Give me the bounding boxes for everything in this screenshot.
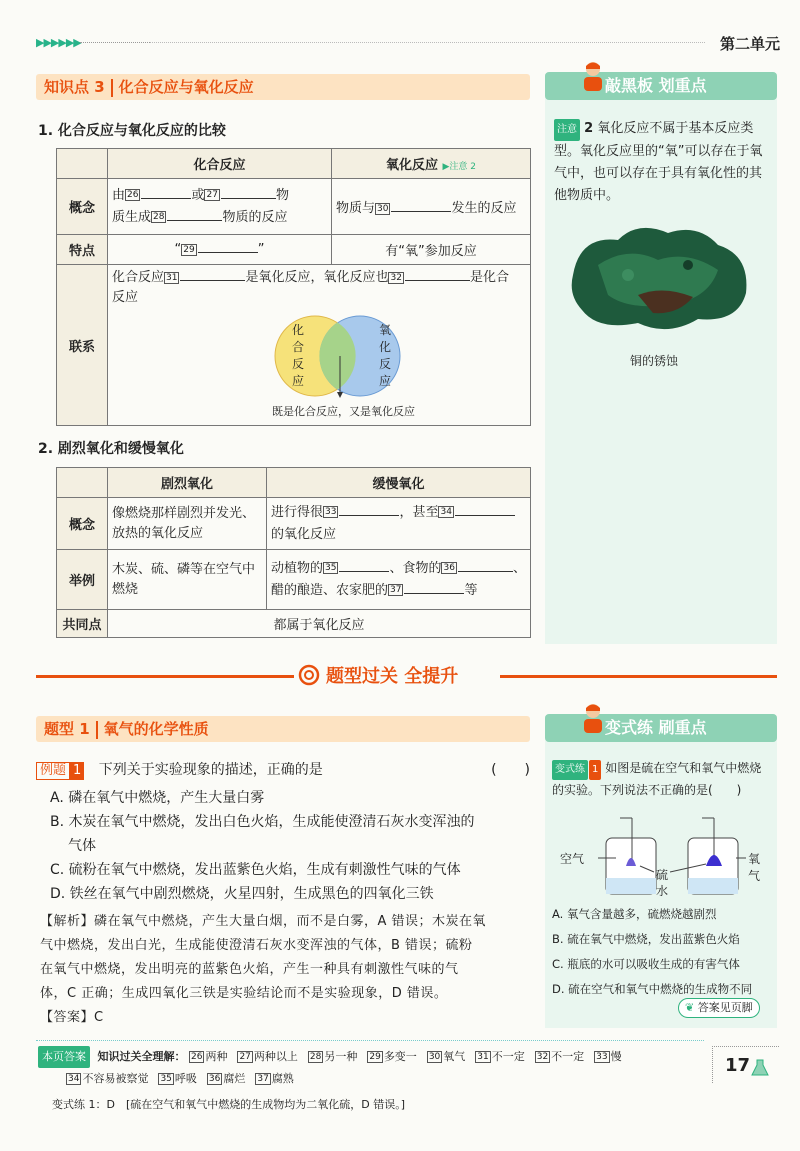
unit-title: 第二单元 [719, 35, 780, 53]
answer-item [66, 1072, 148, 1085]
options-list [50, 786, 540, 906]
question-text: 下列关于实验现象的描述，正确的是 [98, 762, 323, 778]
comparison-heading: 1. 化合反应与氧化反应的比较 [38, 123, 226, 139]
option-b-cont: 气体 [68, 838, 96, 854]
label-sulfur: 硫 [656, 868, 669, 882]
example-number: 1 [70, 762, 84, 780]
answer-number: 33 [596, 1052, 608, 1062]
answer-item [189, 1050, 227, 1063]
section-title: 化合反应与氧化反应 [118, 78, 254, 96]
practice-question [552, 758, 770, 800]
answer-text: 不一定 [551, 1050, 585, 1063]
blank-number: 27 [206, 190, 218, 200]
title-separator [111, 79, 113, 97]
analysis [40, 910, 540, 1030]
answer-number: 31 [477, 1052, 489, 1062]
answer-text: 不容易被察觉 [82, 1072, 149, 1085]
fill-blank[interactable] [339, 515, 399, 516]
answer-item [255, 1072, 293, 1085]
flask-icon [751, 1059, 769, 1077]
answer-number: 27 [239, 1052, 251, 1062]
teacher-icon [578, 702, 608, 734]
note-ref: ▶注意 2 [442, 162, 477, 172]
footer-divider [36, 1040, 704, 1042]
venn-left-label: 化 合 反 应 [291, 323, 304, 388]
answer-text: 慢 [610, 1050, 622, 1063]
col-header-violent: 剧烈氧化 [108, 468, 267, 498]
answer-number: 37 [257, 1074, 269, 1084]
example-question [36, 758, 530, 782]
row-header-example: 举例 [57, 550, 108, 610]
answer-number: 34 [68, 1074, 80, 1084]
answer-item [427, 1050, 465, 1063]
answer-number: 32 [536, 1052, 549, 1062]
blank-number: 32 [390, 272, 402, 283]
cell-oxidation-concept: 物质与 30 发生的反应 [332, 179, 531, 235]
row-header-concept: 概念 [57, 179, 108, 235]
knowledge-point-number: 知识点 3 [44, 78, 105, 96]
option-c[interactable]: C. 硫粉在氧气中燃烧，发出蓝紫色火焰，生成有刺激性气味的气体 [50, 862, 461, 878]
question-type-title: 氧气的化学性质 [103, 720, 209, 738]
title-separator [96, 721, 98, 739]
header-divider-long [150, 42, 705, 43]
answer-item [158, 1072, 196, 1085]
answer-paren: ( ) [491, 762, 530, 778]
answers-tag: 本页答案 [38, 1046, 90, 1068]
teacher-icon [578, 60, 608, 92]
header-arrows: ▶▶▶▶▶▶ [36, 36, 81, 49]
answer-item [475, 1050, 524, 1063]
fill-blank[interactable] [455, 515, 515, 516]
cell-combination-concept: 由 26 或 27 物 质生成 28 物质的反应 [108, 179, 332, 235]
side-title: 敲黑板 划重点 [605, 76, 707, 95]
practice-option-d[interactable]: D. 硫在空气和氧气中燃烧的生成物不同 [552, 982, 753, 996]
copper-rust-photo [568, 215, 753, 340]
answer-text: 两种 [205, 1050, 228, 1063]
option-b[interactable]: B. 木炭在氧气中燃烧，发出白色火焰，生成能使澄清石灰水变浑浊的 [50, 814, 475, 830]
cell-common: 都属于氧化反应 [108, 610, 531, 638]
comparison-table [56, 148, 531, 426]
practice-option-b[interactable]: B. 硫在氧气中燃烧，发出蓝紫色火焰 [552, 932, 740, 946]
answer-number: 26 [191, 1052, 203, 1062]
answer-item [237, 1050, 297, 1063]
row-header-concept: 概念 [57, 498, 108, 550]
cell-violent-example: 木炭、硫、磷等在空气中燃烧 [108, 550, 267, 610]
col-header-oxidation: 氧化反应 ▶注意 2 [332, 149, 531, 179]
answer-link[interactable] [678, 998, 760, 1018]
blank-number: 31 [166, 272, 178, 283]
blank-number: 30 [377, 203, 389, 214]
answer-item [367, 1050, 416, 1063]
spiral-icon [298, 664, 320, 686]
oxidation-heading: 2. 剧烈氧化和缓慢氧化 [38, 441, 184, 457]
analysis-line: 【解析】磷在氧气中燃烧，产生大量白烟，而不是白雾，A 错误；木炭在氧 [40, 914, 487, 929]
fill-blank[interactable] [221, 198, 276, 199]
practice-answer: 变式练 1：D [硫在空气和氧气中燃烧的生成物均为二氧化硫，D 错误。] [52, 1098, 406, 1111]
cell-slow-concept: 进行得很 33 ，甚至 34 的氧化反应 [267, 498, 531, 550]
practice-number: 1 [589, 760, 601, 780]
answer-number: 29 [369, 1052, 381, 1062]
note-number: 2 [584, 121, 594, 136]
note-block [554, 118, 769, 207]
footer-answers [38, 1046, 698, 1090]
answer-text: 腐熟 [271, 1072, 294, 1085]
answer-text: 腐烂 [223, 1072, 246, 1085]
label-oxygen: 氧气 [748, 852, 761, 883]
fill-blank[interactable] [391, 211, 451, 212]
blank-number: 36 [443, 563, 455, 573]
divider-line-right [500, 675, 777, 678]
sulfur-experiment-diagram [560, 808, 770, 900]
answer-list-row1 [189, 1050, 632, 1063]
answer-number: 36 [208, 1074, 221, 1084]
blank-number: 35 [325, 563, 337, 573]
blank-number: 28 [153, 212, 165, 222]
col-header-slow: 缓慢氧化 [267, 468, 531, 498]
fill-blank[interactable] [141, 198, 191, 199]
divider-title: 题型过关 全提升 [326, 666, 459, 687]
answer-number: 28 [309, 1052, 322, 1062]
answer-list-row2 [66, 1072, 304, 1085]
note-tag: 注意 [554, 119, 580, 141]
fill-blank[interactable] [180, 280, 245, 281]
divider-line-left [36, 675, 294, 678]
fill-blank[interactable] [458, 571, 513, 572]
practice-option-c[interactable]: C. 瓶底的水可以吸收生成的有害气体 [552, 957, 740, 971]
practice-title: 变式练 刷重点 [605, 718, 707, 737]
answer-item [308, 1050, 357, 1063]
row-header-common: 共同点 [57, 610, 108, 638]
answers-label: 知识过关全理解： [97, 1050, 186, 1063]
answer-text: 不一定 [491, 1050, 525, 1063]
answer-text: 两种以上 [253, 1050, 298, 1063]
table-corner [57, 149, 108, 179]
answer-text: 另一种 [324, 1050, 358, 1063]
venn-caption: 既是化合反应，又是氧化反应 [272, 405, 415, 418]
col-header-combination: 化合反应 [108, 149, 332, 179]
blank-number: 37 [390, 585, 402, 595]
fill-blank[interactable] [404, 593, 464, 594]
fill-blank[interactable] [339, 571, 389, 572]
note-text: 氧化反应不属于基本反应类型。氧化反应里的“氧”可以存在于氧气中，也可以存在于具有氧化性的其他物质中。 [554, 121, 763, 203]
cell-relation: 化合反应 31 是氧化反应，氧化反应也 32 是化合 反应 化 合 反 应 氧 化 反 应 既是化合反应，又是氧化反应 [108, 265, 531, 426]
fill-blank[interactable] [198, 252, 258, 253]
question-type-bar [36, 716, 530, 742]
answer-item [594, 1050, 621, 1063]
analysis-line: 在氧气中燃烧，发出明亮的蓝紫色火焰，产生一种具有刺激性气味的气 [40, 962, 459, 977]
label-water: 水 [656, 884, 669, 898]
practice-tag: 变式练 [552, 760, 588, 780]
answer-text: 呼吸 [174, 1072, 197, 1085]
analysis-line: 体，C 正确；生成四氧化三铁是实验结论而不是实验现象，D 错误。 [40, 986, 448, 1001]
answer-item [535, 1050, 584, 1063]
leaf-icon: ❦ [685, 1001, 695, 1014]
oxidation-table [56, 467, 531, 638]
venn-diagram [112, 314, 526, 422]
header-divider [80, 42, 150, 43]
fill-blank[interactable] [167, 220, 222, 221]
cell-oxidation-feature: 有“氧”参加反应 [332, 235, 531, 265]
example-tag: 例题 [36, 762, 70, 780]
answer-item [207, 1072, 245, 1085]
page-number-box [712, 1046, 779, 1083]
section-title-bar [36, 74, 530, 100]
cell-violent-concept: 像燃烧那样剧烈并发光、放热的氧化反应 [108, 498, 267, 550]
blank-number: 33 [325, 507, 337, 517]
cell-combination-feature: “ 29 ” [108, 235, 332, 265]
label-air: 空气 [560, 852, 585, 866]
fill-blank[interactable] [405, 280, 470, 281]
photo-caption: 铜的锈蚀 [630, 354, 679, 368]
blank-number: 29 [183, 244, 195, 255]
cell-slow-example: 动植物的 35 、食物的 36 、 醋的酿造、农家肥的 37 等 [267, 550, 531, 610]
table-corner [57, 468, 108, 498]
row-header-relation: 联系 [57, 265, 108, 426]
practice-option-a[interactable]: A. 氧气含量越多，硫燃烧越剧烈 [552, 907, 717, 921]
option-a[interactable]: A. 磷在氧气中燃烧，产生大量白雾 [50, 790, 265, 806]
option-d[interactable]: D. 铁丝在氧气中剧烈燃烧，火星四射，生成黑色的四氧化三铁 [50, 886, 434, 902]
answer-text: 多变一 [383, 1050, 417, 1063]
practice-options [552, 902, 772, 1002]
analysis-line: 气中燃烧，发出白光，生成能使澄清石灰水变浑浊的气体，B 错误；硫粉 [40, 938, 473, 953]
answer-text: 氧气 [443, 1050, 466, 1063]
answer-number: 30 [428, 1052, 441, 1062]
practice-text: 如图是硫在空气和氧气中燃烧的实验。下列说法不正确的是( ) [552, 761, 762, 797]
answer-line: 【答案】C [40, 1010, 104, 1025]
question-type-number: 题型 1 [44, 720, 90, 738]
row-header-feature: 特点 [57, 235, 108, 265]
answer-number: 35 [160, 1074, 172, 1084]
answer-link-text: 答案见页脚 [697, 1001, 753, 1014]
blank-number: 34 [440, 507, 452, 517]
venn-right-label: 氧 化 反 应 [378, 323, 391, 388]
page-number: 17 [725, 1055, 751, 1076]
blank-number: 26 [127, 190, 139, 200]
